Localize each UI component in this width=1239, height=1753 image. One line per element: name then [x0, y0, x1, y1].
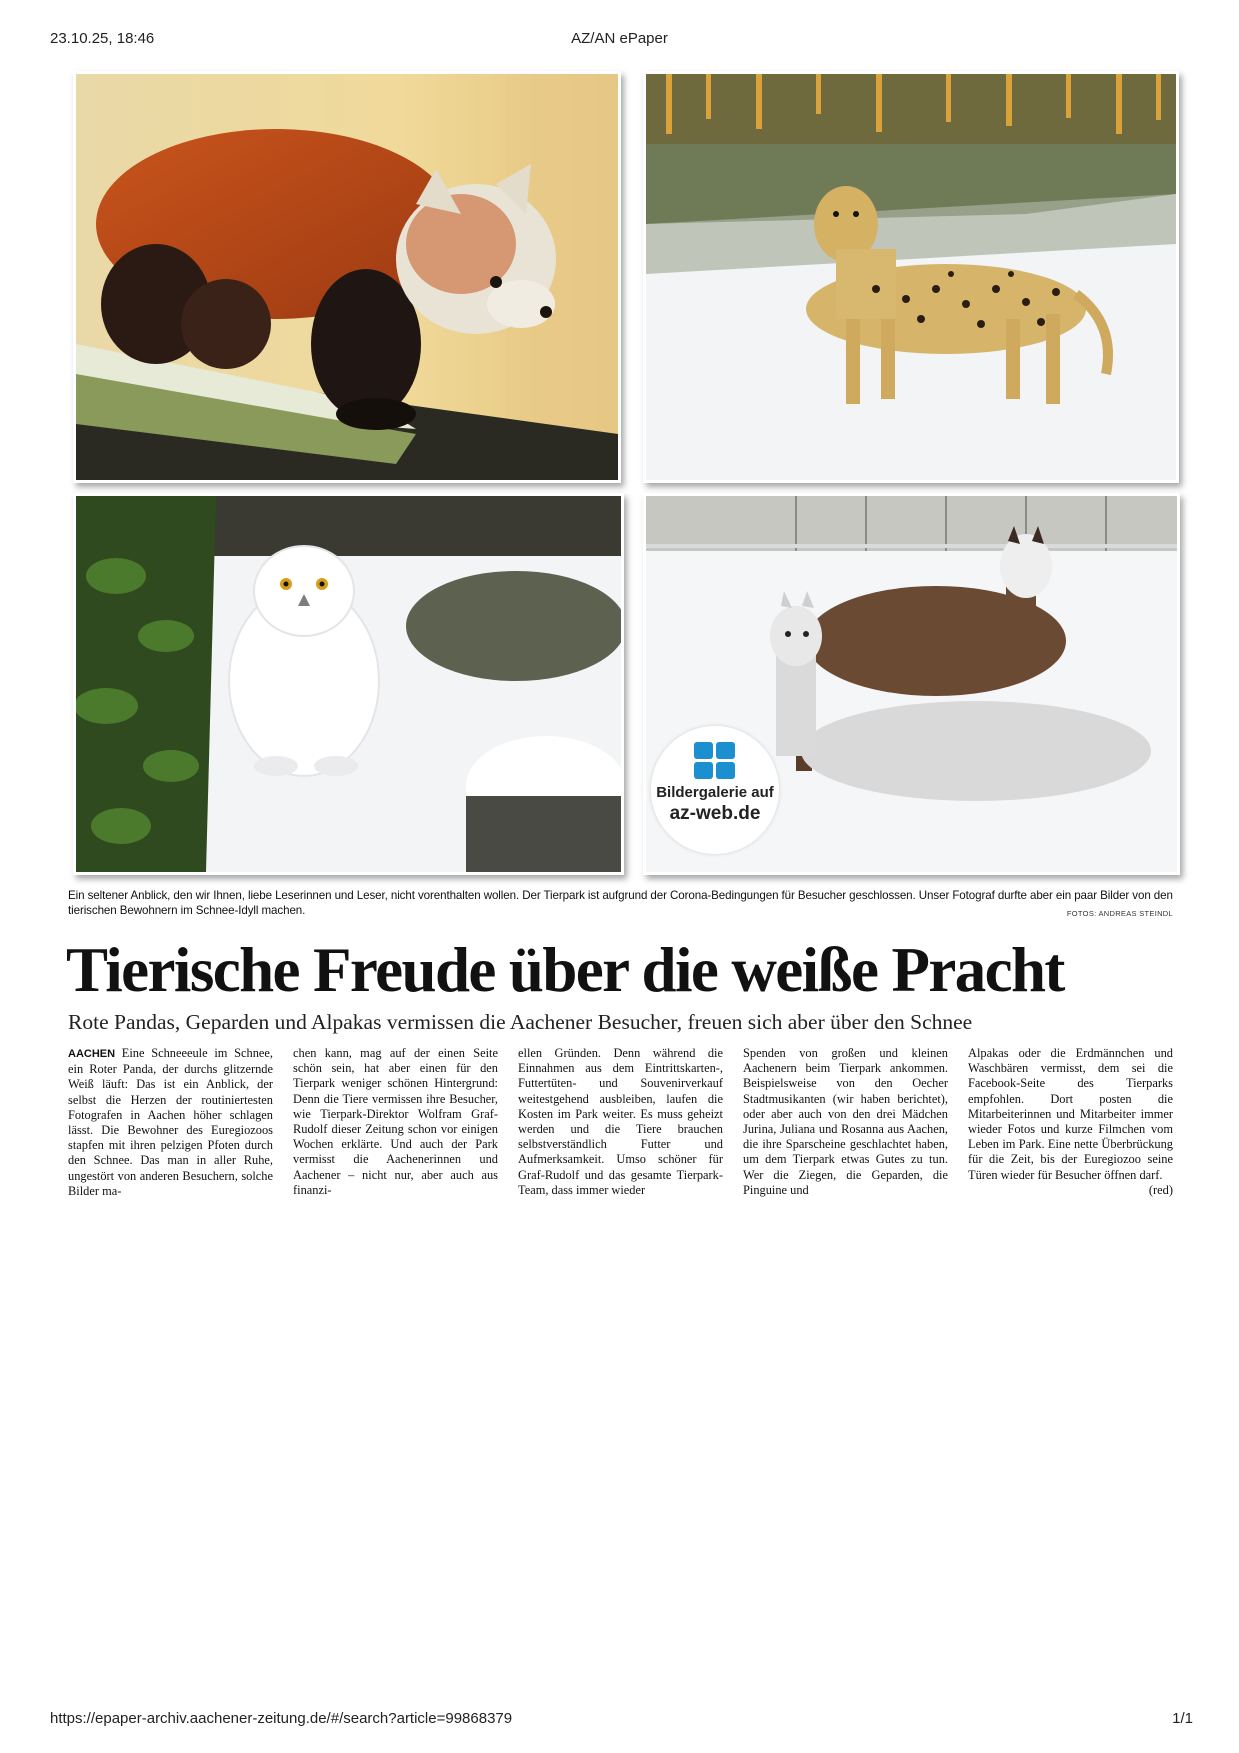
- column-text: Eine Schneeeule im Schnee, ein Roter Panda, der durchs glitzernde Weiß läuft: Das ist ein Anblick, der selbst die Herzen der routiniertesten Fotografen in Aachen höher schlagen lässt. Die Bewohner des Euregiozoos stapfen mit ihren pelzigen Pfoten durch den Schnee. Das man in aller Ruhe, ungestört von anderen Besuchern, solche Bilder ma-: [68, 1046, 273, 1198]
- subheadline: Rote Pandas, Geparden und Alpakas vermissen die Aachener Besucher, freuen sich aber über den Schnee: [68, 1010, 973, 1034]
- gallery-grid-cell: [694, 762, 713, 779]
- article-column-4: [743, 1046, 948, 1204]
- gallery-grid-cell: [716, 762, 735, 779]
- gallery-grid-icon: [694, 742, 736, 780]
- byline: (red): [1148, 1182, 1173, 1197]
- column-text: Spenden von großen und kleinen Aachenern beim Tierpark ankommen. Beispielsweise von den Oecher Stadtmusikanten (wir haben berichtet), oder aber auch von den drei Mädchen Jurina, Juliana und Rosanna aus Aachen, die ihre Sparscheine geschlachtet haben, um dem Tierpark etwas Gutes zu tun. Wer die Ziegen, die Geparden, die Pinguine und: [743, 1046, 948, 1197]
- print-title: AZ/AN ePaper: [571, 30, 668, 47]
- cheetah-photo: [643, 71, 1179, 483]
- snowy-owl-photo: [73, 493, 624, 875]
- gallery-label: Bildergalerie auf: [656, 784, 774, 801]
- print-datetime: 23.10.25, 18:46: [50, 30, 155, 47]
- article-column-3: [518, 1046, 723, 1204]
- page-url[interactable]: https://epaper-archiv.aachener-zeitung.de/#/search?article=99868379: [50, 1710, 513, 1727]
- column-text: ellen Gründen. Denn während die Einnahmen aus dem Eintrittskarten-, Futtertüten- und Souvenirverkauf weitestgehend ausbleiben, laufen die Kosten im Park weiter. Es muss geheizt werden und die Tiere brauchen selbstverständlich Futter und Aufmerksamkeit. Umso schöner für Graf-Rudolf und das gesamte Tierpark-Team, dass immer wieder: [518, 1046, 723, 1197]
- page-number: 1/1: [1172, 1710, 1193, 1727]
- red-panda-photo: [73, 71, 621, 483]
- column-text: chen kann, mag auf der einen Seite schön sein, hat aber einen für den Tierpark weniger schönen Hintergrund: Denn die Tiere vermissen ihre Besucher, wie Tierpark-Direktor Wolfram Graf-Rudolf dieser Zeitung schon vor einigen Wochen erklärte. Und auch der Park vermisst die Aachenerinnen und Aachener – nicht nur, aber auch aus finanzi-: [293, 1046, 498, 1197]
- dateline: AACHEN: [68, 1048, 116, 1060]
- gallery-grid-cell: [694, 742, 713, 759]
- gallery-badge[interactable]: [651, 726, 779, 854]
- article-body: [68, 1046, 1174, 1204]
- photo-credit: FOTOS: ANDREAS STEINDL: [1066, 909, 1173, 918]
- headline: Tierische Freude über die weiße Pracht: [66, 935, 1064, 1005]
- gallery-grid-cell: [716, 742, 735, 759]
- gallery-link[interactable]: az-web.de: [669, 803, 761, 824]
- article-column-5: [968, 1046, 1173, 1204]
- photo-caption: Ein seltener Anblick, den wir Ihnen, liebe Leserinnen und Leser, nicht vorenthalten wollen. Der Tierpark ist aufgrund der Corona-Bedingungen für Besucher geschlossen. Unser Fotograf durfte aber ein paar Bilder von den tierischen Bewohnern im Schnee-Idyll machen.: [68, 889, 1173, 917]
- article-column-1: [68, 1046, 273, 1204]
- article-column-2: [293, 1046, 498, 1204]
- column-text: Alpakas oder die Erdmännchen und Waschbären vermisst, dem sei die Facebook-Seite des Tierparks empfohlen. Dort posten die Mitarbeiterinnen und Mitarbeiter immer wieder Fotos und kurze Filmchen vom Leben im Park. Eine nette Überbrückung für die Zeit, bis der Euregiozoo seine Türen wieder für Besucher öffnen darf.: [968, 1046, 1173, 1182]
